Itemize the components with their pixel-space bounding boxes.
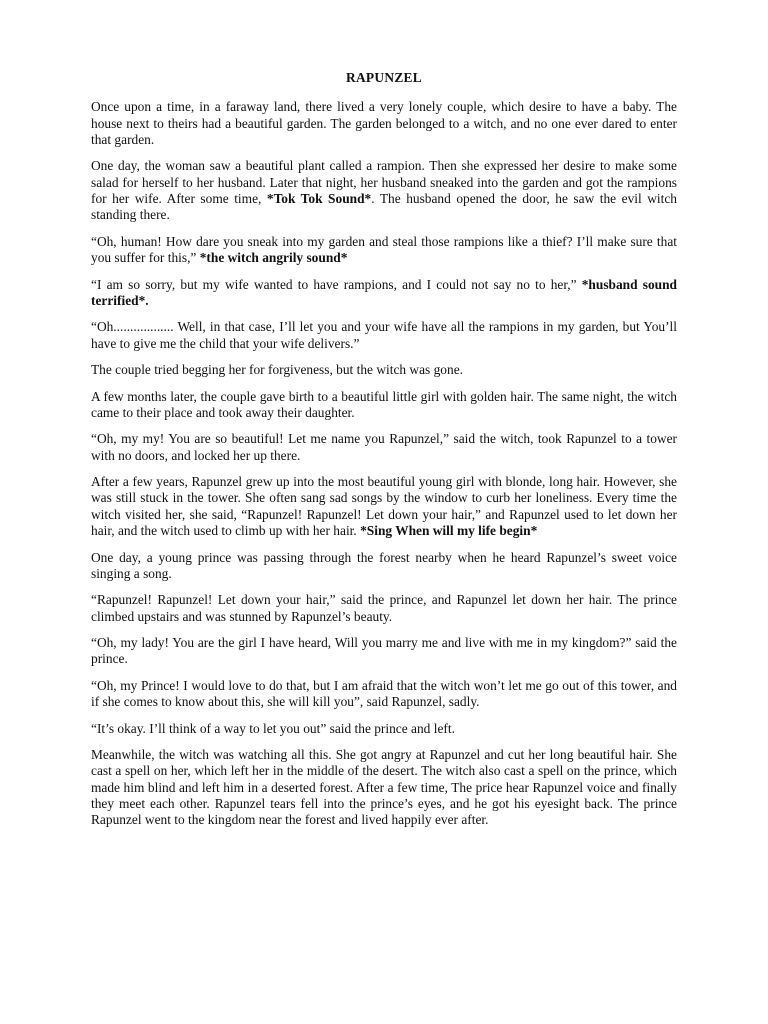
paragraph-text: One day, a young prince was passing through the forest nearby when he heard Rapunzel’s sweet voice singing a song.: [91, 549, 677, 581]
paragraph-11: [91, 592, 677, 625]
paragraph-5: [91, 319, 677, 352]
sound-effect-note: *Tok Tok Sound*: [266, 190, 372, 206]
paragraph-3: [91, 234, 677, 267]
paragraph-text: “Oh.................. Well, in that case, I’ll let you and your wife have all the rampions in my garden, but You’ll have to give me the child that your wife delivers.”: [91, 319, 677, 351]
paragraph-text: “Rapunzel! Rapunzel! Let down your hair,” said the prince, and Rapunzel let down her hair. The prince climbed upstairs and was stunned by Rapunzel’s beauty.: [91, 592, 677, 624]
document-title: RAPUNZEL: [345, 70, 423, 85]
paragraph-text: One day, the woman saw a beautiful plant called a rampion. Then she expressed her desire to make some salad for herself to her husband. Later that night, her husband sneaked into the garden and got the rampions for her wife. After some time,: [91, 158, 677, 206]
paragraph-12: [91, 635, 677, 668]
paragraph-text: “I am so sorry, but my wife wanted to have rampions, and I could not say no to her,”: [91, 276, 582, 292]
document-body: [91, 70, 677, 839]
paragraph-15: [91, 747, 677, 828]
paragraph-7: [91, 389, 677, 422]
paragraph-text: “Oh, human! How dare you sneak into my garden and steal those rampions like a thief? I’ll make sure that you suffer for this,”: [91, 233, 677, 266]
paragraph-1: [91, 99, 677, 148]
sound-effect-note: *husband sound terrified*.: [91, 276, 677, 308]
paragraph-6: [91, 362, 677, 378]
paragraph-text: Meanwhile, the witch was watching all this. She got angry at Rapunzel and cut her long beautiful hair. She cast a spell on her, which left her in the middle of the desert. The witch also cast a spell on the prince, which made him blind and left him in a deserted forest. After a few time, The price hear Rapunzel voice and finally they meet each other. Rapunzel tears fell into the prince’s eyes, and he got his eyesight back. The prince Rapunzel went to the kingdom near the forest and lived happily ever after.: [91, 747, 677, 828]
paragraph-text: The couple tried begging her for forgiveness, but the witch was gone.: [91, 362, 463, 378]
paragraph-2: [91, 158, 677, 223]
paragraph-4: [91, 277, 677, 310]
paragraph-text: “Oh, my Prince! I would love to do that, but I am afraid that the witch won’t let me go out of this tower, and if she comes to know about this, she will kill you”, said Rapunzel, sadly.: [91, 677, 677, 710]
paragraph-text: “Oh, my lady! You are the girl I have heard, Will you marry me and live with me in my kingdom?” said the prince.: [91, 635, 677, 667]
paragraph-text: “Oh, my my! You are so beautiful! Let me name you Rapunzel,” said the witch, took Rapunzel to a tower with no doors, and locked her up there.: [91, 431, 677, 463]
paragraph-text: A few months later, the couple gave birth to a beautiful little girl with golden hair. The same night, the witch came to their place and took away their daughter.: [91, 388, 677, 420]
paragraph-text-continued: . The husband opened the door, he saw the evil witch standing there.: [91, 190, 677, 223]
song-note: *Sing When will my life begin*: [360, 523, 538, 539]
paragraph-text: After a few years, Rapunzel grew up into the most beautiful young girl with blonde, long hair. However, she was still stuck in the tower. She often sang sad songs by the window to curb her loneliness. Every time the witch visited her, she said, “Rapunzel! Rapunzel! Let down your hair,” and Rapunzel used to let down her hair, and the witch used to climb up with her hair.: [91, 474, 677, 539]
sound-effect-note: *the witch angrily sound*: [199, 250, 348, 266]
paragraph-text: “It’s okay. I’ll think of a way to let you out” said the prince and left.: [91, 720, 455, 736]
paragraph-10: [91, 550, 677, 583]
paragraph-14: [91, 721, 677, 737]
paragraph-text: Once upon a time, in a faraway land, there lived a very lonely couple, which desire to have a baby. The house next to theirs had a beautiful garden. The garden belonged to a witch, and no one ever dared to enter that garden.: [91, 99, 677, 147]
paragraph-9: [91, 474, 677, 539]
paragraph-13: [91, 678, 677, 711]
paragraph-8: [91, 431, 677, 464]
